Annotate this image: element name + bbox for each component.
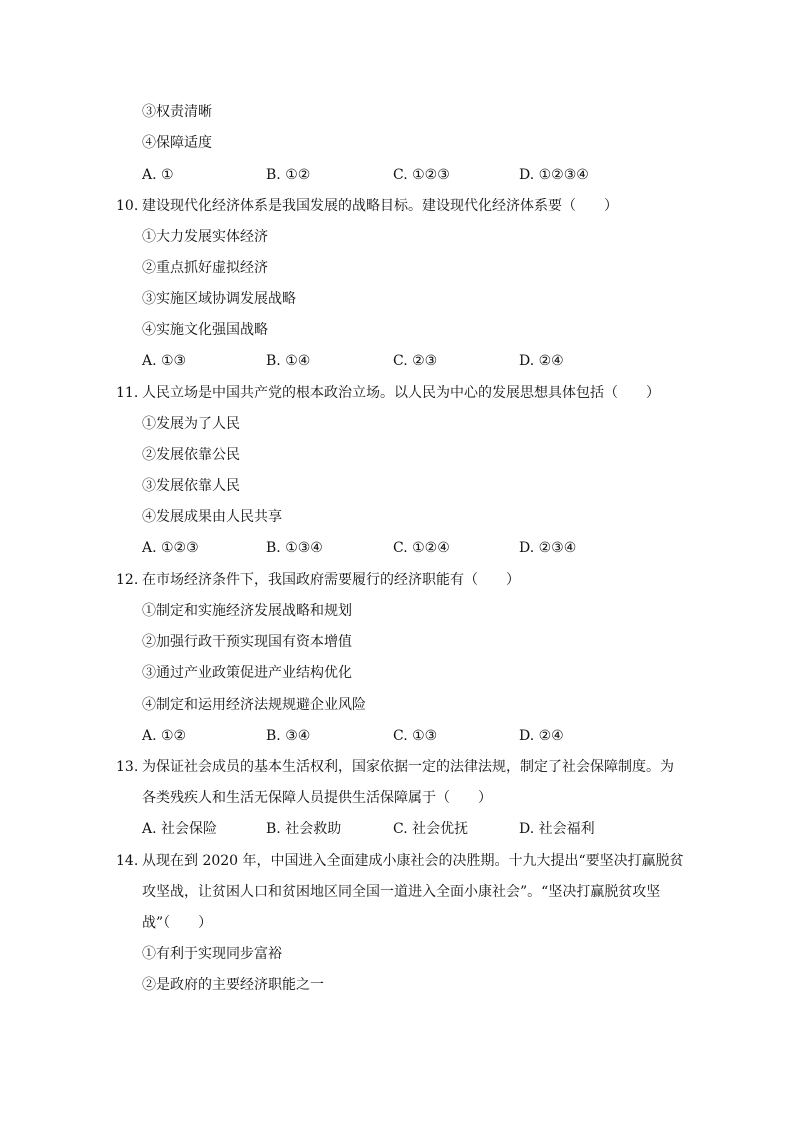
q11-stem: 人民立场是中国共产党的根本政治立场。以人民为中心的发展思想具体包括（ ） xyxy=(142,385,660,401)
q12-stem: 在市场经济条件下，我国政府需要履行的经济职能有（ ） xyxy=(142,572,520,588)
q9-item-3: ③权责清晰 xyxy=(142,104,212,120)
q14-number: 14. xyxy=(116,853,139,869)
q10-item-2: ②重点抓好虚拟经济 xyxy=(142,260,268,276)
q10-item-1: ①大力发展实体经济 xyxy=(142,229,268,245)
q13-stem-line-2: 各类残疾人和生活无保障人员提供生活保障属于（ ） xyxy=(142,790,492,806)
q12-choice-b: B. ③④ xyxy=(266,728,311,744)
q11-choice-d: D. ②③④ xyxy=(519,540,577,556)
q14-stem-line-2: 攻坚战，让贫困人口和贫困地区同全国一道进入全面小康社会”。“坚决打赢脱贫攻坚 xyxy=(142,884,661,900)
q12-number: 12. xyxy=(116,572,139,588)
q10-choice-d: D. ②④ xyxy=(519,353,564,369)
q11-item-4: ④发展成果由人民共享 xyxy=(142,509,282,525)
q13-choice-c: C. 社会优抚 xyxy=(393,821,469,837)
q12-choice-d: D. ②④ xyxy=(519,728,564,744)
q14-stem-line-1: 从现在到 2020 年，中国进入全面建成小康社会的决胜期。十九大提出“要坚决打赢脱贫 xyxy=(142,853,684,869)
q10-choice-c: C. ②③ xyxy=(393,353,438,369)
q13-choice-d: D. 社会福利 xyxy=(519,821,595,837)
q12-item-4: ④制定和运用经济法规规避企业风险 xyxy=(142,697,366,713)
q13-choice-a: A. 社会保险 xyxy=(142,821,218,837)
q11-choice-b: B. ①③④ xyxy=(266,540,323,556)
q10-choice-b: B. ①④ xyxy=(266,353,311,369)
q10-number: 10. xyxy=(116,198,139,214)
q12-item-2: ②加强行政干预实现国有资本增值 xyxy=(142,634,352,650)
q11-item-2: ②发展依靠公民 xyxy=(142,447,240,463)
q14-stem-line-3: 战”（ ） xyxy=(142,915,213,931)
q12-choice-c: C. ①③ xyxy=(393,728,438,744)
q11-item-3: ③发展依靠人民 xyxy=(142,478,240,494)
q13-choice-b: B. 社会救助 xyxy=(266,821,342,837)
q12-item-3: ③通过产业政策促进产业结构优化 xyxy=(142,665,352,681)
q11-choice-c: C. ①②④ xyxy=(393,540,450,556)
q9-item-4: ④保障适度 xyxy=(142,135,212,151)
q12-choice-a: A. ①② xyxy=(142,728,187,744)
q11-choice-a: A. ①②③ xyxy=(142,540,199,556)
q10-choice-a: A. ①③ xyxy=(142,353,187,369)
q9-choice-a: A. ① xyxy=(142,167,174,183)
q14-item-2: ②是政府的主要经济职能之一 xyxy=(142,977,324,993)
q9-choice-d: D. ①②③④ xyxy=(519,167,589,183)
q9-choice-b: B. ①② xyxy=(266,167,311,183)
q10-item-3: ③实施区域协调发展战略 xyxy=(142,291,296,307)
q14-item-1: ①有利于实现同步富裕 xyxy=(142,946,282,962)
q11-item-1: ①发展为了人民 xyxy=(142,416,240,432)
q13-stem-line-1: 为保证社会成员的基本生活权利，国家依据一定的法律法规，制定了社会保障制度。为 xyxy=(142,759,674,775)
q11-number: 11. xyxy=(116,385,139,401)
q9-choice-c: C. ①②③ xyxy=(393,167,450,183)
q10-item-4: ④实施文化强国战略 xyxy=(142,322,268,338)
q13-number: 13. xyxy=(116,759,139,775)
q10-stem: 建设现代化经济体系是我国发展的战略目标。建设现代化经济体系要（ ） xyxy=(142,198,618,214)
q12-item-1: ①制定和实施经济发展战略和规划 xyxy=(142,603,352,619)
